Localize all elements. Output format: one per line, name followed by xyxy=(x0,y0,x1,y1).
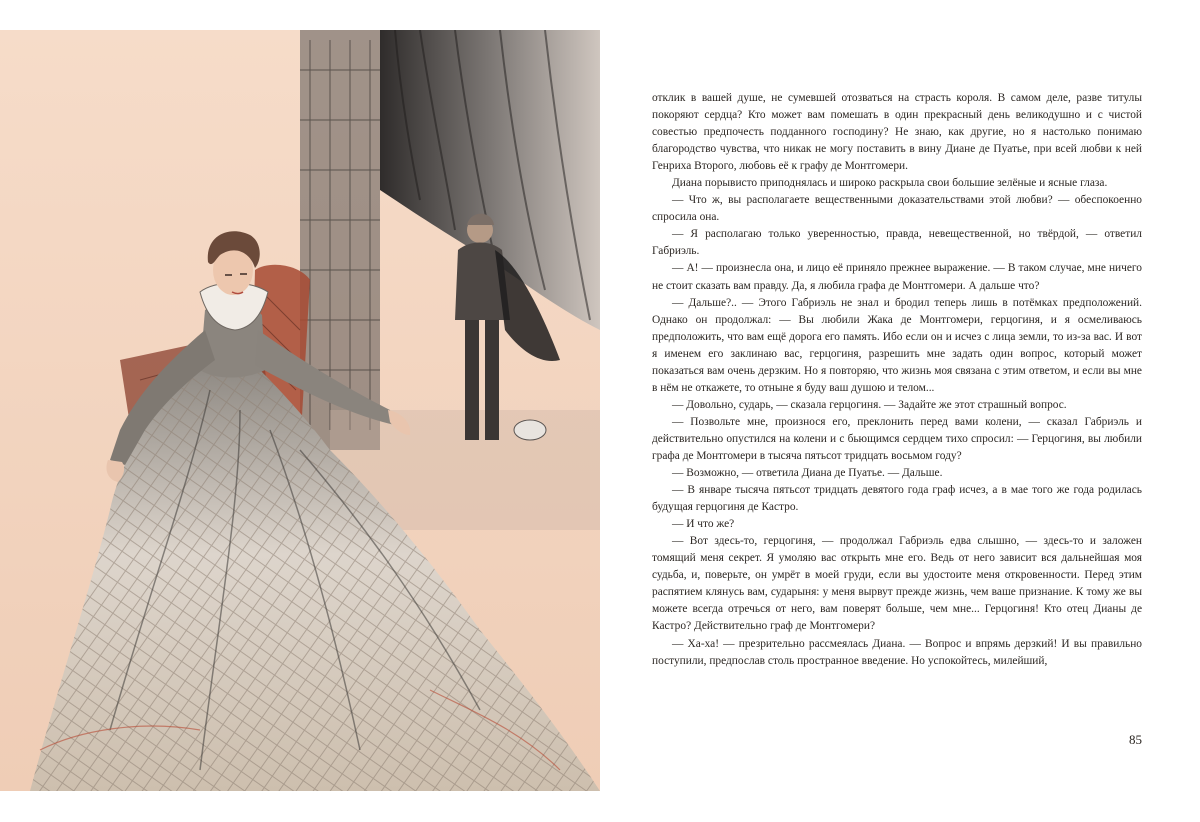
paragraph: Диана порывисто приподнялась и широко раскрыла свои большие зелёные и ясные глаза. xyxy=(672,177,1108,190)
paragraph: — Что ж, вы располагаете вещественными доказательствами этой любви? — обеспокоенно спросила она. xyxy=(652,194,1142,224)
paragraph: — Довольно, сударь, — сказала герцогиня. — Задайте же этот страшный вопрос. xyxy=(672,398,1067,411)
text-page xyxy=(652,90,1142,670)
illustration-drawing xyxy=(0,30,600,791)
paragraph: — А! — произнесла она, и лицо её приняло прежнее выражение. — В таком случае, мне ничего не стоит сказать вам правду. Да, я любила графа де Монтгомери. А дальше что? xyxy=(652,262,1142,292)
paragraph: — Дальше?.. — Этого Габриэль не знал и бродил теперь лишь в потёмках предположений. Однако он продолжал: — Вы любили Жака де Монтгомери, герцогиня, и я осмеливаюсь предположить, что вам ещё дорога его память. Ибо если он и исчез с лица земли, то из-за вас. И вот я именем его заклинаю вас, герцогиня, разрешить мне задать один вопрос, который может показаться вам очень дерзким. Но я повторяю, что жизнь моя связана с этим ответом, и если вы мне в нём не откажете, то отныне я буду ваш душою и телом... xyxy=(652,296,1142,394)
illustration-woman-in-armchair xyxy=(0,30,600,791)
paragraph: — Вот здесь-то, герцогиня, — продолжал Габриэль едва слышно, — здесь-то и заложен томящий меня секрет. Я умоляю вас открыть мне его. Ведь от него зависит вся дальнейшая моя судьба, и, поверьте, он умрёт в моей груди, если вы удостоите меня откровенности. Перед этим распятием клянусь вам, сударыня: у меня вырвут прежде жизнь, чем ваше признание. К тому же вы можете всегда отречься от него, вам поверят больше, чем мне... Герцогиня! Кто отец Дианы де Кастро? Действительно граф де Монтгомери? xyxy=(652,535,1142,633)
paragraph: — В январе тысяча пятьсот тридцать девятого года граф исчез, а в мае того же года родилась будущая герцогиня де Кастро. xyxy=(652,484,1142,514)
paragraph: — И что же? xyxy=(672,518,735,531)
paragraph: — Позвольте мне, произнося его, преклонить перед вами колени, — сказал Габриэль и действительно опустился на колени и с бьющимся сердцем тихо спросил: — Герцогиня, вы любили графа де Монтгомери в тысяча пятьсот тридцать восьмом году? xyxy=(652,415,1142,462)
paragraph: — Я располагаю только уверенностью, правда, невещественной, но твёрдой, — ответил Габриэль. xyxy=(652,228,1142,258)
paragraph: — Ха-ха! — презрительно рассмеялась Диана. — Вопрос и впрямь дерзкий! И вы правильно поступили, предпослав столь пространное введение. Но успокойтесь, милейший, xyxy=(652,637,1142,667)
paragraph: отклик в вашей душе, не сумевшей отозваться на страсть короля. В самом деле, разве титулы покоряют сердца? Кто может вам помешать в один прекрасный день великодушно и с чистой совестью предпочесть подданного господину? Не знаю, как другие, но я настолько понимаю благородство чувства, что никак не могу поставить в вину Диане де Пуатье, при всей любви к ней Генриха Второго, любовь её к графу де Монтгомери. xyxy=(652,92,1142,173)
paragraph: — Возможно, — ответила Диана де Пуатье. — Дальше. xyxy=(672,467,943,480)
page-number: 85 xyxy=(1129,732,1142,747)
